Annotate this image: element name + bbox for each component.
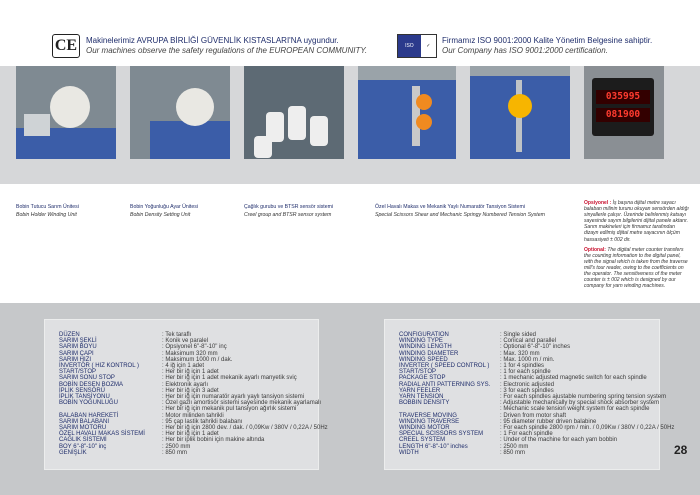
ce-statement xyxy=(86,36,367,56)
spec-label: WINDING DIAMETER xyxy=(399,350,459,357)
spec-value: : Konik ve paralel xyxy=(162,338,209,345)
spec-label: INVERTER ( SPEED CONTROL ) xyxy=(399,363,490,369)
spec-label: SARIM ÇAPI xyxy=(59,350,94,357)
spec-label: WINDING SPEED xyxy=(399,356,448,363)
spec-label: RADIAL ANTI PATTERNING SYS. xyxy=(399,381,491,388)
meter-display-top: 035995 xyxy=(596,90,650,104)
spec-label: BALABAN HAREKETİ xyxy=(59,412,119,419)
spec-label: WINDING TRAVERSE xyxy=(399,418,460,425)
optional-tr-text: İş başına dijital metre sayacı balaban milinin turunu okuyan sensörden aldığı sinyallerle çalışır. Üzerinde belirlenmiş katsayı sayesinde sayım bilgilerini dijital panele aktarır. Sarım makineleri için firmamız tarafından dizayn edilmiş dijital metre sayacının ölçüm hassasiyeti ± 002 dir. xyxy=(584,200,689,243)
ce-statement-en: Our machines observe the safety regulations of the EUROPEAN COMMUNITY. xyxy=(86,46,368,55)
spec-label: CONFIGURATION xyxy=(399,332,449,338)
ce-mark-text: CE xyxy=(54,37,78,54)
meter-description-tr xyxy=(584,200,690,243)
photo-scissors-tension-system xyxy=(358,66,456,159)
optional-en-text: The digital meter counter transfers the counting information to the digital panel, with the signal which is taken from the traverse mill's tour reader, owing to the coefficients on the operator. The sensitiveness of the meter counter is ± 002 which is designed by our company for yarn winding machines. xyxy=(584,246,688,290)
spec-value: : Opsiyonel 6"-8"-10" inç xyxy=(162,344,227,351)
page-number: 28 xyxy=(674,443,688,457)
spec-value: : 2500 mm xyxy=(162,443,191,450)
spec-label: BOBİN DESEN BOZMA xyxy=(59,381,124,388)
spec-label: SARIM BOYU xyxy=(59,344,97,351)
spec-label: CREEL SYSTEM xyxy=(399,437,446,444)
spec-value: : Electronic adjusted xyxy=(500,381,555,388)
spec-value: : Her bir iğ için 1 adet xyxy=(162,369,219,376)
spec-label: YARN FEELER xyxy=(399,387,441,394)
spec-value: : Motor milinden tahrikli xyxy=(162,412,224,419)
spec-value: : 1 for 4 spindles xyxy=(500,363,545,369)
iso-statement-en: Our Company has ISO 9001:2000 certification. xyxy=(442,46,608,55)
spec-label: CAĞLIK SİSTEMİ xyxy=(59,437,107,444)
spec-label: SPECIAL SCISSORS SYSTEM xyxy=(399,431,484,438)
photo-digital-meter-counter xyxy=(584,66,664,159)
spec-value: : 850 mm xyxy=(500,449,526,456)
spec-label: WIDTH xyxy=(399,449,419,456)
spec-value: : 1 mechanic adjusted magnetic switch for each spindle xyxy=(500,375,647,382)
spec-value: : 850 mm xyxy=(162,449,188,456)
spec-label: LENGTH 6"-8"-10" inches xyxy=(399,443,468,450)
spec-value: : Single sided xyxy=(500,332,537,338)
caption-en: Bobin Holder Winding Unit xyxy=(16,212,77,218)
spec-value: : Her bir iğ için 1 adet mekanik ayarlı manyetik sviç xyxy=(162,375,297,382)
caption-0 xyxy=(16,203,124,219)
caption-2 xyxy=(244,203,364,219)
spec-value: : 2500 mm xyxy=(500,443,529,450)
spec-label: BOBİN YOĞUNLUĞU xyxy=(59,400,118,407)
spec-value: : Tek taraflı xyxy=(162,332,192,338)
caption-en: Creel group and BTSR sensor system xyxy=(244,212,332,218)
ce-mark-logo xyxy=(52,34,80,58)
photo-tension-unit-closeup xyxy=(470,66,570,159)
spec-label: START/STOP xyxy=(399,369,437,376)
caption-tr: Bobin Yoğunluğu Ayar Ünitesi xyxy=(130,204,198,210)
caption-en: Bobin Density Setting Unit xyxy=(130,212,191,218)
iso-certification-logo xyxy=(397,34,437,58)
spec-label: İPLİK TANSİYONU xyxy=(59,394,110,400)
spec-table-en xyxy=(384,319,675,470)
spec-value: : Her bir iğ için 1 adet xyxy=(162,431,219,438)
photo-bobin-holder-winding-unit xyxy=(16,66,116,159)
spec-label: SARIM BALABANI xyxy=(59,418,110,425)
spec-value: : 95 çap lastik tahrikli balabanı xyxy=(162,418,243,425)
spec-label: START/STOP xyxy=(59,369,97,376)
caption-tr: Çağlık gurubu ve BTSR sensör sistemi xyxy=(244,204,334,210)
spec-label: SARIM HIZI xyxy=(59,356,92,363)
spec-label: WINDING MOTOR xyxy=(399,425,450,431)
spec-value: : Max. 320 mm xyxy=(500,350,540,357)
ce-statement-tr: Makinelerimiz AVRUPA BİRLİĞİ GÜVENLİK KISTASLARI'NA uygundur. xyxy=(86,36,339,45)
spec-value: : For each spindle 2800 rpm / min. / 0,09Kw / 380V / 0,22A / 50Hz xyxy=(500,425,675,431)
spec-value: : Conical and parallel xyxy=(500,338,557,345)
spec-label: SARIM MOTORU xyxy=(59,425,107,431)
spec-value: : Under of the machine for each yarn bobbin xyxy=(500,437,618,444)
spec-value: : Maksimum 1000 m / dak. xyxy=(162,356,233,363)
caption-3 xyxy=(375,203,575,219)
spec-label: İNVERTÖR ( HIZ KONTROL ) xyxy=(59,363,140,369)
spec-label: SARIM SONU STOP xyxy=(59,375,115,382)
spec-value: : For each spindles ajustable numbering spring tension system xyxy=(500,394,667,400)
spec-value: : Her bir iğ için 3 adet xyxy=(162,387,219,394)
spec-table-tr xyxy=(44,319,328,470)
spec-label: ÖZEL HAVALI MAKAS SİSTEMİ xyxy=(59,431,145,438)
meter-display-bottom: 081900 xyxy=(596,108,650,122)
spec-label: GENİŞLİK xyxy=(59,449,87,456)
caption-en: Special Scissors Shear and Mechanic Springy Numbered Tension System xyxy=(375,212,545,218)
spec-label: TRAVERSE MOVING xyxy=(399,412,457,419)
spec-value: : Optional 6"-8"-10" inches xyxy=(500,344,571,351)
caption-tr: Bobin Tutucu Sarım Ünitesi xyxy=(16,204,79,210)
spec-value: : Driven from motor shaft xyxy=(500,412,567,419)
spec-label: DÜZEN xyxy=(59,332,80,338)
spec-value: : Mechanic scale tension weight system for each spindle xyxy=(500,406,650,413)
spec-value: : 3 for each spindles xyxy=(500,387,554,394)
spec-value: : 1 For each spindle xyxy=(500,431,553,438)
spec-value: : 1 for each spindle xyxy=(500,369,551,376)
spec-label: BOY 6"-8"-10" inç xyxy=(59,443,107,450)
spec-value: : Her bir iğ için 2800 dev. / dak. / 0,09Kw / 380V / 0,22A / 50Hz xyxy=(162,425,328,431)
meter-description-en xyxy=(584,247,690,290)
spec-value: : 95 diameter rubber driven balabine xyxy=(500,418,597,425)
iso-logo-badge: ISO xyxy=(398,35,421,57)
spec-value: : Özel gazlı amortisör sistemi sayesinde mekanik ayarlamalı xyxy=(162,400,322,407)
meter-display-panel xyxy=(592,78,654,136)
iso-statement-tr: Firmamız ISO 9001:2000 Kalite Yönetim Belgesine sahiptir. xyxy=(442,36,653,45)
meter-description xyxy=(584,200,690,289)
spec-label: BOBBIN DENSITY xyxy=(399,400,450,407)
spec-label: WINDING TYPE xyxy=(399,338,443,345)
spec-value: : Elektronik ayarlı xyxy=(162,381,209,388)
spec-label: YARN TENSION xyxy=(399,394,444,400)
spec-value: : Adjustable mechanically by special shock absorber system xyxy=(500,400,660,407)
spec-value: : 4 iğ için 1 adet xyxy=(162,363,205,369)
spec-value: : Her bir iplik bobini için makine altında xyxy=(162,437,265,444)
spec-label: İPLİK SENSÖRÜ xyxy=(59,387,106,394)
spec-value: : Max. 1000 m / min. xyxy=(500,356,555,363)
spec-label: SARIM ŞEKLİ xyxy=(59,338,97,345)
optional-tr-label: Opsiyonel : xyxy=(584,200,612,206)
optional-en-label: Optional: xyxy=(584,246,606,253)
photo-bobin-density-setting-unit xyxy=(130,66,230,159)
spec-value: : Her bir iğ için numaratör ayarlı yaylı tansiyon sistemi xyxy=(162,394,305,400)
photo-creel-group-btsr xyxy=(244,66,344,159)
spec-value: : Her bir iğ için mekanik pul tansiyon ağırlık sistemi xyxy=(162,406,297,413)
spec-label: WINDING LENGTH xyxy=(399,344,452,351)
spec-label: PACKAGE STOP xyxy=(399,375,446,382)
spec-value: : Maksimum 320 mm xyxy=(162,350,218,357)
iso-statement xyxy=(442,36,652,56)
iso-logo-mark: ✓ xyxy=(421,35,436,57)
caption-tr: Özel Havalı Makas ve Mekanik Yaylı Numaratör Tansiyon Sistemi xyxy=(375,204,525,210)
caption-1 xyxy=(130,203,240,219)
